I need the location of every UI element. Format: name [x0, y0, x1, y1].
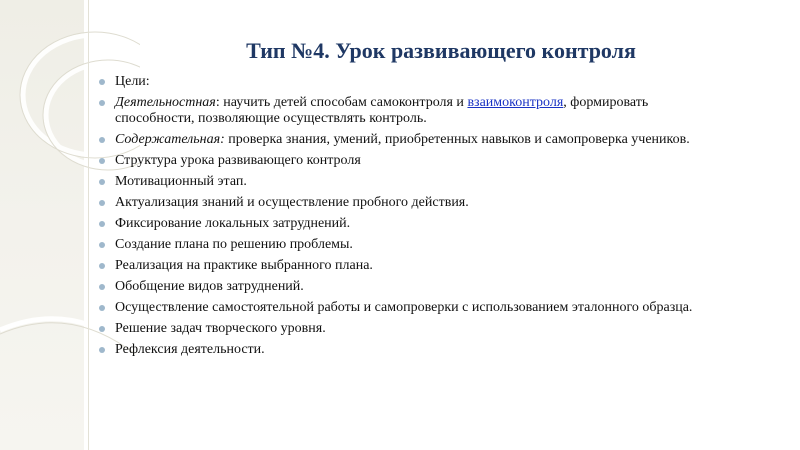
list-item-text: Структура урока развивающего контроля	[115, 153, 361, 168]
slide-title: Тип №4. Урок развивающего контроля	[246, 38, 636, 63]
round-bullet-icon	[99, 137, 105, 143]
list-item-text: Актуализация знаний и осуществление пробного действия.	[115, 195, 469, 210]
round-bullet-icon	[99, 326, 105, 332]
round-bullet-icon	[99, 347, 105, 353]
round-bullet-icon	[99, 263, 105, 269]
list-item	[98, 132, 698, 148]
round-bullet-icon	[99, 305, 105, 311]
list-item	[98, 279, 698, 295]
list-item-text: Мотивационный этап.	[115, 174, 247, 189]
list-item	[98, 174, 698, 190]
list-item-text: Осуществление самостоятельной работы и самопроверки с использованием эталонного образца.	[115, 300, 693, 315]
list-item-label: Содержательная:	[115, 132, 225, 147]
divider-line	[88, 0, 89, 450]
list-item-text: : научить детей способам самоконтроля и	[215, 95, 468, 110]
round-bullet-icon	[99, 79, 105, 85]
round-bullet-icon	[99, 284, 105, 290]
round-bullet-icon	[99, 200, 105, 206]
list-item	[98, 195, 698, 211]
list-item-text: , формировать способности, позволяющие осуществлять контроль.	[115, 95, 649, 126]
list-item	[98, 74, 698, 90]
list-item	[98, 342, 698, 358]
list-item-text: Обобщение видов затруднений.	[115, 279, 304, 294]
list-item	[98, 153, 698, 169]
round-bullet-icon	[99, 242, 105, 248]
round-bullet-icon	[99, 221, 105, 227]
list-item-label: Деятельностная	[115, 95, 216, 110]
mutual-control-link[interactable]: взаимоконтроля	[467, 95, 564, 110]
list-item	[98, 300, 698, 316]
list-item-text: проверка знания, умений, приобретенных навыков и самопроверка учеников.	[224, 132, 690, 147]
round-bullet-icon	[99, 158, 105, 164]
bullet-list	[98, 74, 698, 363]
list-item-text: Создание плана по решению проблемы.	[115, 237, 353, 252]
list-item-text: Рефлексия деятельности.	[115, 342, 265, 357]
list-item	[98, 258, 698, 274]
side-panel-decoration	[0, 0, 84, 450]
round-bullet-icon	[99, 100, 105, 106]
list-item-text: Цели:	[115, 74, 150, 89]
list-item	[98, 237, 698, 253]
list-item-text: Реализация на практике выбранного плана.	[115, 258, 373, 273]
list-item	[98, 216, 698, 232]
list-item	[98, 321, 698, 337]
list-item-text: Решение задач творческого уровня.	[115, 321, 326, 336]
list-item-text: Фиксирование локальных затруднений.	[115, 216, 351, 231]
round-bullet-icon	[99, 179, 105, 185]
list-item	[98, 95, 698, 127]
